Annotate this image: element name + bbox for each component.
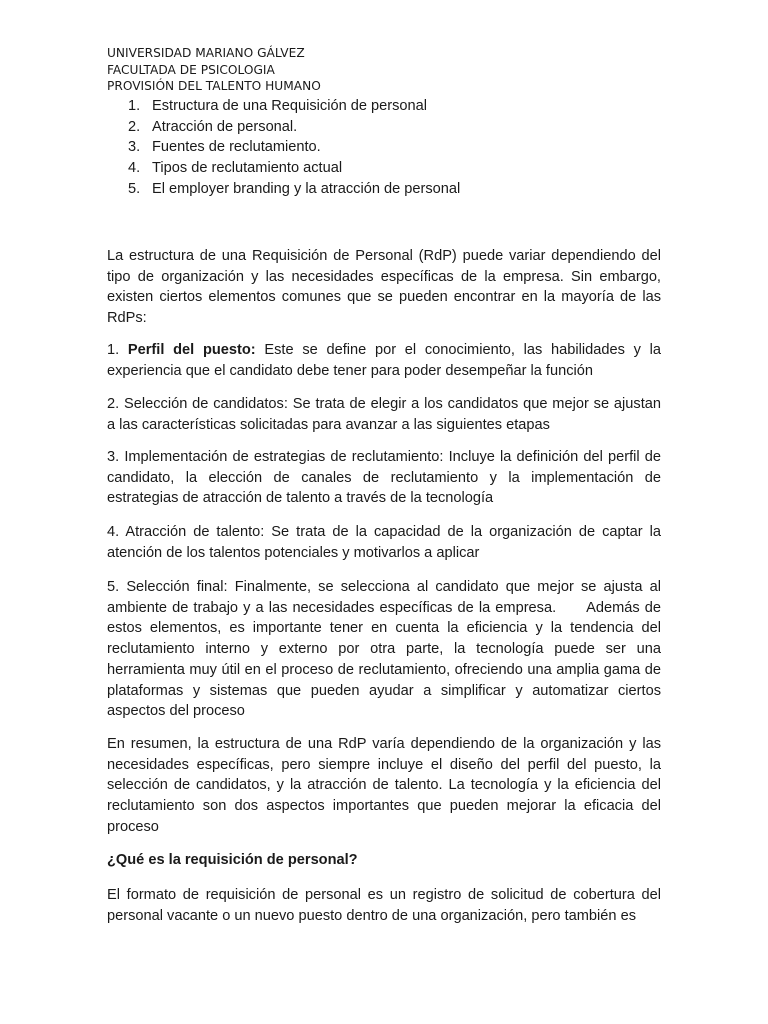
intro-paragraph: La estructura de una Requisición de Personal (RdP) puede variar dependiendo del tipo de organización y las necesidades específicas de la empresa. Sin embargo, existen ciertos elementos comunes que se pueden encontrar en la mayoría de las RdPs:	[107, 248, 661, 327]
topics-list	[128, 96, 460, 200]
summary-paragraph: En resumen, la estructura de una RdP varía dependiendo de la organización y las necesidades específicas, pero siempre incluye el diseño del perfil del puesto, la selección de candidatos, y la atracción de talento. La tecnología y la eficiencia del reclutamiento son dos aspectos importantes que pueden mejorar la eficacia del proceso	[107, 736, 661, 835]
list-item: 2. Atracción de personal.	[128, 118, 298, 135]
item-final-selection-paragraph: 5. Selección final: Finalmente, se selecciona al candidato que mejor se ajusta al ambiente de trabajo y a las necesidades específicas de la empresa. Además de estos elementos, es importante tener en cuenta la eficiencia y la tendencia del reclutamiento interno y externo por otra parte, la tecnología puede ser una herramienta muy útil en el proceso de reclutamiento, ofreciendo una amplia gama de plataformas y sistemas que pueden ayudar a simplificar y automatizar ciertos aspectos del proceso	[107, 579, 661, 720]
section-heading: ¿Qué es la requisición de personal?	[107, 852, 358, 868]
item-profile-title: Perfil del puesto:	[127, 342, 256, 358]
course-name: PROVISIÓN DEL TALENTO HUMANO	[107, 79, 321, 93]
list-item: 3. Fuentes de reclutamiento.	[128, 139, 321, 156]
faculty-name: FACULTADA DE PSICOLOGIA	[107, 62, 275, 77]
list-item: 4. Tipos de reclutamiento actual	[128, 160, 343, 177]
university-name: UNIVERSIDAD MARIANO GÁLVEZ	[107, 46, 305, 60]
definition-paragraph: El formato de requisición de personal es un registro de solicitud de cobertura del personal vacante o un nuevo puesto dentro de una organización, pero también es	[107, 887, 661, 924]
item-strategies-paragraph: 3. Implementación de estrategias de reclutamiento: Incluye la definición del perfil de candidato, la elección de canales de reclutamiento y la implementación de estrategias de atracción de talento a través de la tecnología	[107, 449, 661, 507]
item-attraction-paragraph: 4. Atracción de talento: Se trata de la capacidad de la organización de captar la atención de los talentos potenciales y motivarlos a aplicar	[107, 524, 661, 561]
item-profile-paragraph: 1. Perfil del puesto: Este se define por el conocimiento, las habilidades y la experiencia que el candidato debe tener para poder desempeñar la función	[107, 342, 661, 379]
item-selection-paragraph: 2. Selección de candidatos: Se trata de elegir a los candidatos que mejor se ajustan a las características solicitadas para avanzar a las siguientes etapas	[107, 396, 661, 433]
document-header	[107, 45, 321, 95]
list-item: 1. Estructura de una Requisición de personal	[128, 98, 428, 114]
list-item: 5. El employer branding y la atracción de personal	[128, 180, 461, 197]
